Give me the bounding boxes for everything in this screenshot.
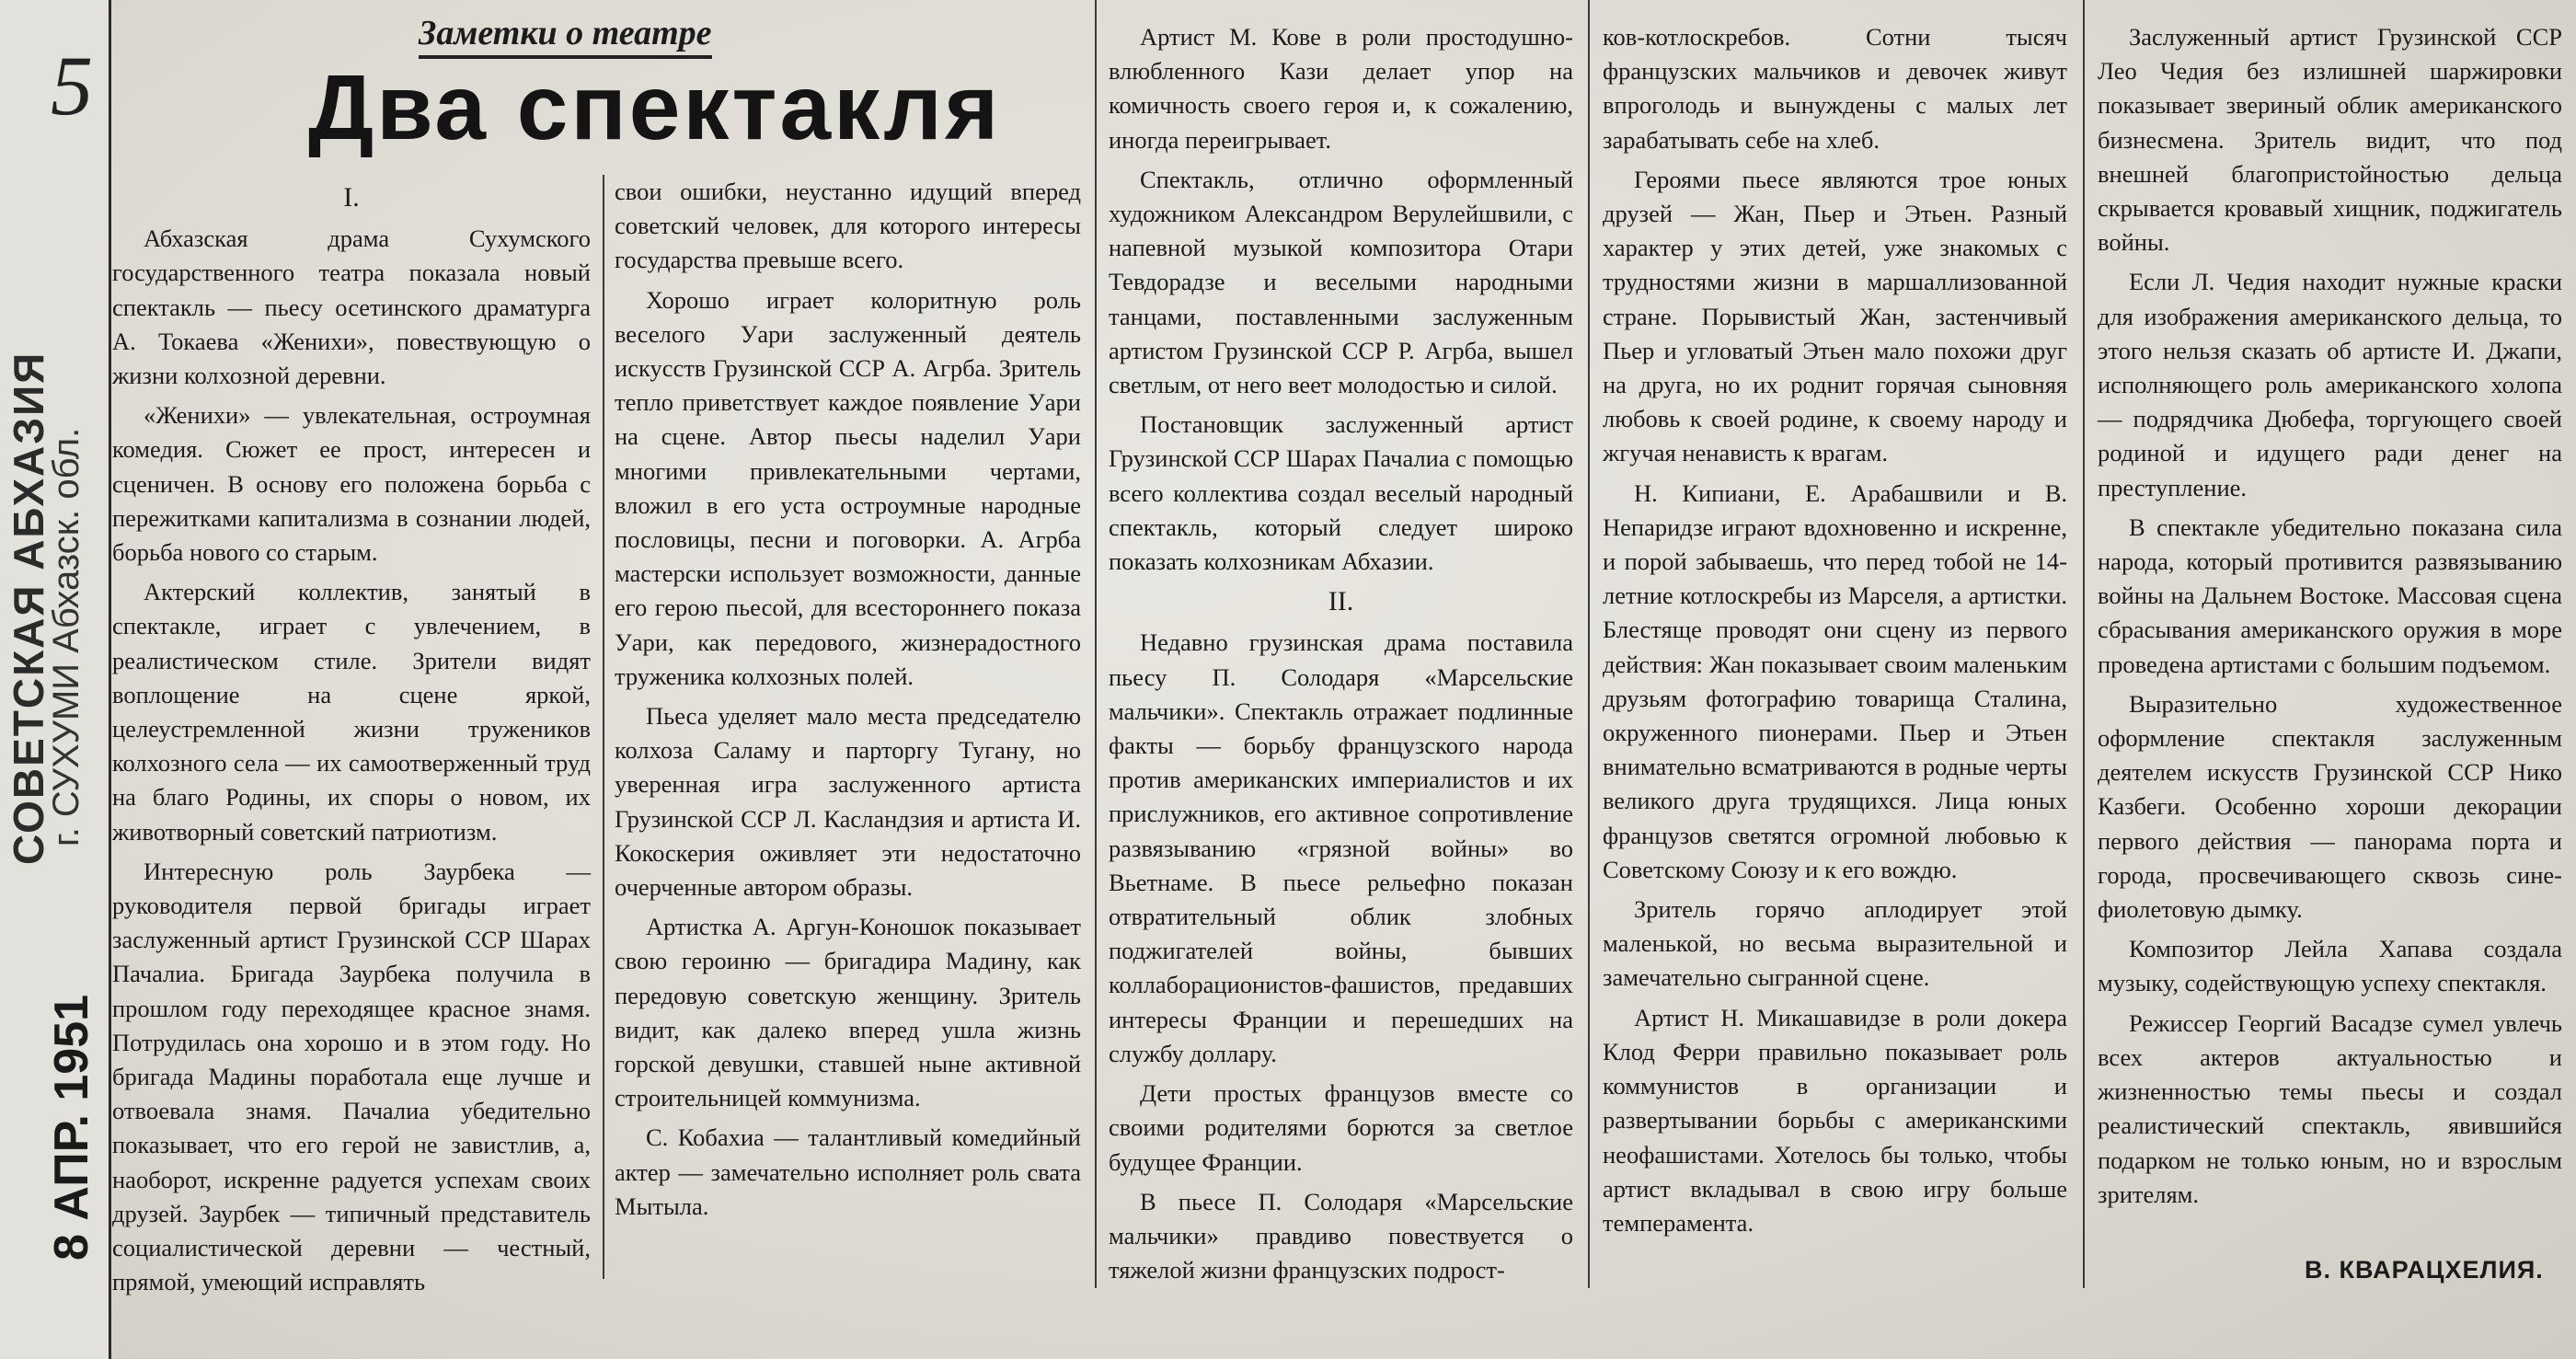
paragraph: «Женихи» — увлекательная, остроумная комедия. Сюжет ее прост, интересен и сценичен. В основу его положена борьба с пережитками капитализма в сознании людей, борьба нового со старым. [112,401,591,567]
paragraph: Интересную роль Заурбека — руководителя первой бригады играет заслуженный артист Грузинской ССР Шарах Пачалиа. Бригада Заурбека получила в прошлом году переходящее красное знамя. Потрудилась она хорошо и в этом году. Но бригада Мадины поработала еще лучше и отвоевала знамя. Пачалиа убедительно показывает, что его герой не завистлив, а, наоборот, искренне радуется успехам своих друзей. Заурбек — типичный представитель социалистической деревни — честный, прямой, умеющий исправлять [112,857,591,1296]
paragraph: Постановщик заслуженный артист Грузинской ССР Шарах Пачалиа с помощью всего коллектива создал веселый народный спектакль, который следует широко показать колхозникам Абхазии. [1109,410,1573,576]
paragraph: Артист Н. Микашавидзе в роли докера Клод Ферри правильно показывает роль коммунистов в организации и развертывании борьбы с американскими неофашистами. Хотелось бы только, чтобы артист вкладывал в свою игру больше темперамента. [1603,1003,2067,1237]
paragraph: Выразительно художественное оформление спектакля заслуженным деятелем искусств Грузинской ССР Нико Казбеги. Особенно хороши декорации первого действия — панорама порта и города, просвечивающего сквозь сине-фиолетовую дымку. [2098,689,2562,924]
column-2 [615,175,1081,1229]
paragraph: Если Л. Чедия находит нужные краски для изображения американского дельца, то этого нельзя сказать об артисте И. Джапи, исполняющего роль американского холопа — подрядчика Дюбефа, торгующего своей родиной и идущего ради денег на преступление. [2098,268,2562,501]
archive-margin [0,0,111,1359]
paragraph: Хорошо играет колоритную роль веселого Уари заслуженный деятель искусств Грузинской ССР А. Агрба. Зритель тепло приветствует каждое появление Уари на сцене. Автор пьесы наделил Уари многими привлекательными чертами, вложил в его уста остроумные народные пословицы, песни и поговорки. А. Агрба мастерски использует возможности, данные его герою пьесой, для всестороннего показа Уари, как передового, жизнерадостного труженика колхозных полей. [615,285,1081,690]
paragraph: В пьесе П. Солодаря «Марсельские мальчики» правдиво повествуется о тяжелой жизни французских подрост- [1109,1187,1573,1284]
page-number: 5 [51,39,93,132]
paragraph: В спектакле убедительно показана сила народа, который противится развязыванию войны на Дальнем Востоке. Массовая сцена сбрасывания американского оружия в море проведена артистами с большим подъемом. [2098,513,2562,678]
paragraph: Н. Кипиани, Е. Арабашвили и В. Непаридзе играют вдохновенно и искренне, и порой забываешь, что перед тобой не 14-летние котлоскребы из Марселя, а артистки. Блестяще проводят они сцену из первого действия: Жан показывает своим маленьким друзьям фотографию товарища Сталина, окруженного пионерами. Пьер и Этьен внимательно всматриваются в родные черты великого друга трудящихся. Лица юных французов светятся огромной любовью к Советскому Союзу и к его вождю. [1603,478,2067,883]
paragraph: Артист М. Кове в роли простодушно-влюбленного Кази делает упор на комичность своего героя и, к сожалению, иногда переигрывает. [1109,23,1573,154]
column-divider [1588,0,1590,1288]
paragraph: С. Кобахиа — талантливый комедийный актер — замечательно исполняет роль свата Мытыла. [615,1123,1081,1220]
column-divider [2083,0,2085,1288]
article-title: Два спектакля [308,56,1002,159]
date-stamp: 8 АПР. 1951 [45,994,98,1261]
paragraph: Спектакль, отлично оформленный художником Александром Верулейшвили, с напевной музыкой композитора Отари Тевдорадзе и веселыми народными танцами, поставленными заслуженным артистом Грузинской ССР Р. Агрба, вышел светлым, от него веет молодостью и силой. [1109,165,1573,399]
paragraph: Абхазская драма Сухумского государственного театра показала новый спектакль — пьесу осетинского драматурга А. Токаева «Женихи», повествующую о жизни колхозной деревни. [112,225,591,390]
paragraph: Артистка А. Аргун-Коношок показывает свою героиню — бригадира Мадину, как передовую советскую женщину. Зритель видит, как далеко вперед ушла жизнь горской девушки, ставшей ныне активной строительницей коммунизма. [615,913,1081,1112]
newspaper-name-stamp: СОВЕТСКАЯ АБХАЗИЯ [5,351,52,865]
section-number: II. [1328,586,1354,617]
paragraph: Пьеса уделяет мало места председателю колхоза Саламу и парторгу Туганy, но уверенная игра заслуженного артиста Грузинской ССР Л. Касландзия и артиста И. Кокоскерия оживляет эти недостаточно очерченные автором образы. [615,702,1081,902]
paragraph: свои ошибки, неустанно идущий вперед советский человек, для которого интересы государства превыше всего. [615,178,1081,274]
paragraph: ков-котлоскребов. Сотни тысяч французских мальчиков и девочек живут впроголодь и вынуждены с малых лет зарабатывать себе на хлеб. [1603,23,2067,154]
column-divider [1095,0,1097,1288]
column-divider [603,175,604,1279]
column-1 [112,175,591,1306]
rubric-heading: Заметки о театре [419,13,712,59]
city-stamp: г. СУХУМИ Абхазск. обл. [46,427,86,846]
column-4 [1603,20,2067,1246]
column-5 [2098,20,2562,1217]
paragraph: Режиссер Георгий Васадзе сумел увлечь всех актеров актуальностью и жизненностью темы пьесы и создал реалистический спектакль, явившийся подарком не только юным, но и взрослым зрителям. [2098,1008,2562,1208]
author-signature: В. КВАРАЦХЕЛИЯ. [2305,1256,2544,1284]
paragraph: Героями пьесе являются трое юных друзей — Жан, Пьер и Этьен. Разный характер у этих детей, уже знакомых с трудностями жизни в маршаллизованной стране. Порывистый Жан, застенчивый Пьер и угловатый Этьен мало похожи друг на друга, но их роднит горячая сыновняя любовь к своей родине, к своему народу и жгучая ненависть к врагам. [1603,165,2067,467]
paragraph: Дети простых французов вместе со своими родителями борются за светлое будущее Франции. [1109,1079,1573,1176]
paragraph: Недавно грузинская драма поставила пьесу П. Солодаря «Марсельские мальчики». Спектакль отражает подлинные факты — борьбу французского народа против американских империалистов и их прислужников, его активное сопротивление развязыванию «грязной войны» во Вьетнаме. В пьесе рельефно показан отвратительный облик злобных поджигателей войны, бывших коллаборационистов-фашистов, предавших интересы Франции и перешедших на службу доллару. [1109,628,1573,1067]
column-3 [1109,20,1573,1293]
paragraph: Композитор Лейла Хапава создала музыку, содействующую успеху спектакля. [2098,935,2562,997]
paragraph: Заслуженный артист Грузинской ССР Лео Чедия без излишней шаржировки показывает звериный облик американского бизнесмена. Зритель видит, что под внешней благопристойностью дельца скрывается кровавый хищник, поджигатель войны. [2098,23,2562,257]
paragraph: Зритель горячо аплодирует этой маленькой, но весьма выразительной и замечательно сыгранной сцене. [1603,895,2067,992]
section-number: I. [343,182,360,213]
paragraph: Актерский коллектив, занятый в спектакле, играет с увлечением, в реалистическом стиле. Зрители видят воплощение на сцене яркой, целеустремленной жизни тружеников колхозного села — их самоотверженный труд на благо Родины, их споры о новом, их животворный советский патриотизм. [112,578,591,846]
